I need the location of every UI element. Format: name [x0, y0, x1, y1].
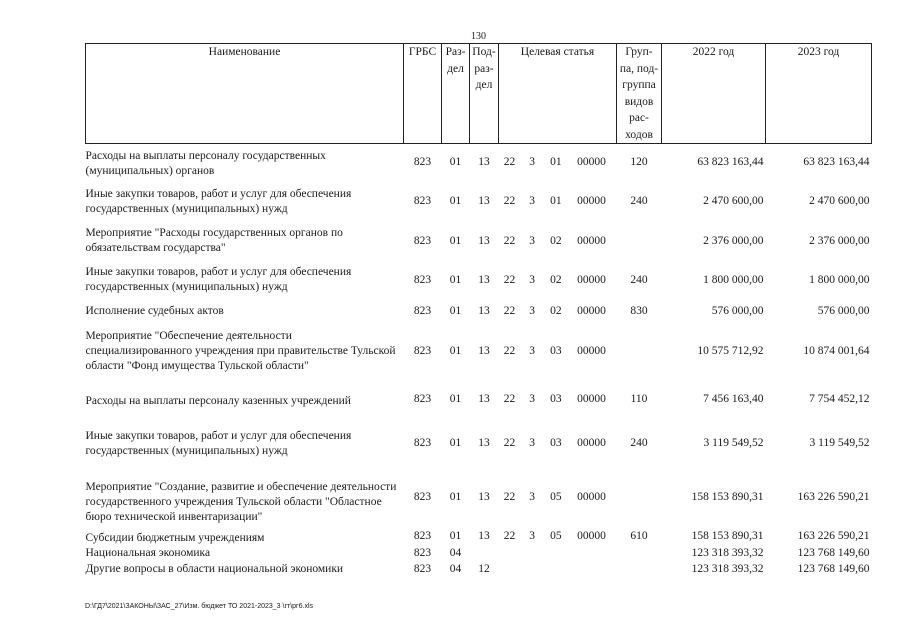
row-podrazdel: 13: [478, 195, 490, 207]
row-amount-2023: 163 226 590,21: [797, 491, 870, 503]
target-article-part: 03: [550, 345, 562, 357]
row-podrazdel: 13: [478, 491, 490, 503]
row-grbs: 823: [413, 345, 432, 357]
row-grbs: 823: [413, 195, 432, 207]
row-target-article: [499, 380, 617, 419]
row-target-article: [499, 144, 617, 182]
row-amount-2023: 10 874 001,64: [803, 345, 870, 357]
row-razdel: 04: [449, 547, 462, 559]
target-article-part: 01: [550, 195, 562, 207]
row-podrazdel: 13: [478, 234, 490, 247]
row-razdel: 01: [449, 392, 462, 405]
row-razdel: 01: [449, 437, 462, 449]
row-razdel: 01: [449, 305, 462, 317]
table-row: [86, 222, 872, 261]
row-podrazdel: 12: [478, 563, 490, 575]
target-article-part: 01: [550, 156, 562, 169]
table-row: [86, 380, 872, 419]
target-article-part: 00000: [577, 345, 606, 357]
row-grbs: 823: [413, 156, 432, 169]
row-razdel: 01: [449, 345, 462, 357]
target-article-part: 3: [529, 437, 536, 449]
row-amount-2022: 7 456 163,40: [703, 392, 764, 405]
row-vid: 110: [630, 392, 648, 405]
row-podrazdel: 13: [478, 437, 490, 449]
target-article-part: 3: [529, 491, 536, 503]
row-razdel: 01: [449, 234, 462, 247]
target-article-part: 3: [529, 392, 536, 405]
target-article-part: 00000: [577, 195, 606, 207]
row-grbs: 823: [413, 529, 432, 542]
header-razdel: Раз- дел: [442, 44, 470, 144]
row-razdel: 01: [449, 273, 462, 286]
row-name: Субсидии бюджетным учреждениям: [85, 531, 265, 544]
header-name: Наименование: [86, 44, 404, 144]
row-amount-2023: 3 119 549,52: [809, 437, 870, 449]
row-vid: [617, 562, 662, 578]
target-article-part: 02: [550, 273, 562, 286]
row-vid: 610: [630, 529, 648, 542]
row-amount-2023: 576 000,00: [817, 305, 870, 317]
row-name: Мероприятие "Обеспечение деятельности специализированного учреждения при правительстве Тульской области "Фонд имущества Тульской области": [85, 330, 396, 372]
target-article-part: 3: [529, 234, 536, 247]
table-row: [86, 261, 872, 300]
row-amount-2022: 158 153 890,31: [691, 529, 764, 542]
row-podrazdel: 13: [478, 345, 490, 357]
row-amount-2022: 2 376 000,00: [703, 234, 764, 247]
row-target-article: [499, 222, 617, 261]
header-grbs: ГРБС: [404, 44, 442, 144]
target-article-part: 3: [529, 273, 536, 286]
table-row: [86, 144, 872, 182]
row-podrazdel: 13: [478, 273, 490, 286]
row-target-article: [499, 182, 617, 222]
target-article-part: 00000: [577, 156, 606, 169]
row-amount-2022: 1 800 000,00: [703, 273, 764, 286]
row-vid: [617, 469, 662, 527]
row-name: Исполнение судебных актов: [85, 305, 224, 317]
header-podrazdel: Под- раз- дел: [470, 44, 499, 144]
target-article-part: 02: [550, 234, 562, 247]
table-row: [86, 562, 872, 578]
target-article-part: 00000: [577, 529, 606, 542]
target-article-part: 22: [503, 273, 516, 286]
row-vid: 240: [630, 273, 648, 286]
row-vid: 830: [630, 305, 648, 317]
table-body: [86, 144, 872, 578]
row-target-article: [499, 300, 617, 324]
target-article-part: 3: [529, 529, 536, 542]
header-vid: Груп- па, под- группа видов рас- ходов: [617, 44, 662, 144]
row-name: Мероприятие "Создание, развитие и обеспечение деятельности государственного учреждения Тульской области "Областное бюро технической инвентаризации": [85, 481, 397, 523]
row-target-article: [499, 324, 617, 380]
row-vid: 240: [630, 437, 648, 449]
table-row: [86, 546, 872, 562]
row-vid: [617, 222, 662, 261]
row-target-article: [499, 261, 617, 300]
target-article-part: 00000: [577, 273, 606, 286]
row-name: Другие вопросы в области национальной экономики: [85, 563, 344, 575]
target-article-part: 22: [503, 234, 516, 247]
row-razdel: 01: [449, 491, 462, 503]
row-amount-2023: 123 768 149,60: [797, 563, 870, 575]
row-podrazdel: 13: [478, 156, 490, 169]
row-amount-2023: 2 470 600,00: [809, 195, 870, 207]
row-grbs: 823: [413, 437, 432, 449]
target-article-part: 00000: [577, 437, 606, 449]
row-podrazdel: 13: [478, 305, 490, 317]
table-row: [86, 527, 872, 546]
target-article-part: 3: [529, 345, 536, 357]
row-amount-2022: 123 318 393,32: [691, 547, 764, 559]
target-article-part: 05: [550, 529, 562, 542]
target-article-part: 3: [529, 305, 536, 317]
target-article-part: 22: [503, 529, 516, 542]
table-row: [86, 182, 872, 222]
target-article-part: 00000: [577, 234, 606, 247]
header-2023: 2023 год: [766, 44, 872, 144]
row-razdel: 04: [449, 563, 462, 575]
row-amount-2023: 1 800 000,00: [809, 273, 870, 286]
row-name: Иные закупки товаров, работ и услуг для обеспечения государственных (муниципальных) нужд: [85, 429, 352, 457]
row-razdel: 01: [449, 529, 462, 542]
row-name: Расходы на выплаты персоналу казенных учреждений: [85, 395, 351, 407]
row-name: Расходы на выплаты персоналу государственных (муниципальных) органов: [85, 150, 326, 178]
row-name: Иные закупки товаров, работ и услуг для обеспечения государственных (муниципальных) нужд: [85, 266, 352, 293]
row-amount-2022: 3 119 549,52: [703, 437, 764, 449]
target-article-part: 03: [550, 437, 562, 449]
row-vid: 120: [630, 156, 648, 169]
row-amount-2022: 63 823 163,44: [697, 156, 764, 169]
row-amount-2023: 123 768 149,60: [797, 547, 870, 559]
target-article-part: 00000: [577, 491, 606, 503]
row-grbs: 823: [413, 392, 432, 405]
target-article-part: 03: [550, 392, 562, 405]
row-vid: 240: [630, 195, 648, 207]
header-target: Целевая статья: [499, 44, 617, 144]
row-razdel: 01: [449, 156, 462, 169]
row-name: Иные закупки товаров, работ и услуг для обеспечения государственных (муниципальных) нужд: [85, 187, 352, 215]
budget-table: [85, 43, 872, 578]
row-amount-2022: 123 318 393,32: [691, 563, 764, 575]
row-target-article: [499, 419, 617, 469]
table-row: [86, 419, 872, 469]
table-row: [86, 469, 872, 527]
row-name: Национальная экономика: [85, 547, 211, 559]
row-grbs: 823: [413, 547, 432, 559]
target-article-part: 00000: [577, 305, 606, 317]
row-target-article: [499, 527, 617, 546]
target-article-part: 22: [503, 491, 516, 503]
row-amount-2023: 7 754 452,12: [809, 392, 870, 405]
target-article-part: 22: [503, 437, 516, 449]
row-amount-2022: 158 153 890,31: [691, 491, 764, 503]
row-grbs: 823: [413, 563, 432, 575]
row-amount-2022: 2 470 600,00: [703, 195, 764, 207]
target-article-part: 22: [503, 195, 516, 207]
row-podrazdel: 13: [478, 392, 490, 405]
target-article-part: 05: [550, 491, 562, 503]
page-number: 130: [471, 31, 486, 42]
row-razdel: 01: [449, 195, 462, 207]
target-article-part: 22: [503, 345, 516, 357]
target-article-part: 22: [503, 305, 516, 317]
row-amount-2023: 63 823 163,44: [803, 156, 870, 169]
table-row: [86, 300, 872, 324]
row-grbs: 823: [413, 305, 432, 317]
row-target-article: [499, 469, 617, 527]
target-article-part: 3: [529, 156, 536, 169]
row-amount-2023: 2 376 000,00: [809, 234, 870, 247]
target-article-part: 00000: [577, 392, 606, 405]
row-grbs: 823: [413, 491, 432, 503]
row-target-article: [499, 546, 617, 562]
row-grbs: 823: [413, 273, 432, 286]
row-grbs: 823: [413, 234, 432, 247]
row-vid: [617, 546, 662, 562]
row-vid: [617, 324, 662, 380]
table-row: [86, 324, 872, 380]
row-amount-2022: 10 575 712,92: [697, 345, 764, 357]
row-name: Мероприятие "Расходы государственных органов по обязательствам государства": [85, 227, 343, 254]
table-header: [86, 44, 872, 144]
target-article-part: 22: [503, 156, 516, 169]
row-amount-2023: 163 226 590,21: [797, 529, 870, 542]
target-article-part: 02: [550, 305, 562, 317]
target-article-part: 22: [503, 392, 516, 405]
target-article-part: 3: [529, 195, 536, 207]
header-2022: 2022 год: [662, 44, 766, 144]
row-podrazdel: 13: [478, 529, 490, 542]
row-target-article: [499, 562, 617, 578]
row-amount-2022: 576 000,00: [711, 305, 764, 317]
file-path-footer: D:\ГД7\2021\ЗАКОНЫ\ЗАС_27\Изм. бюджет ТО 2021-2023_3 \гт\рг6.xls: [85, 603, 313, 610]
row-podrazdel: [470, 546, 499, 562]
